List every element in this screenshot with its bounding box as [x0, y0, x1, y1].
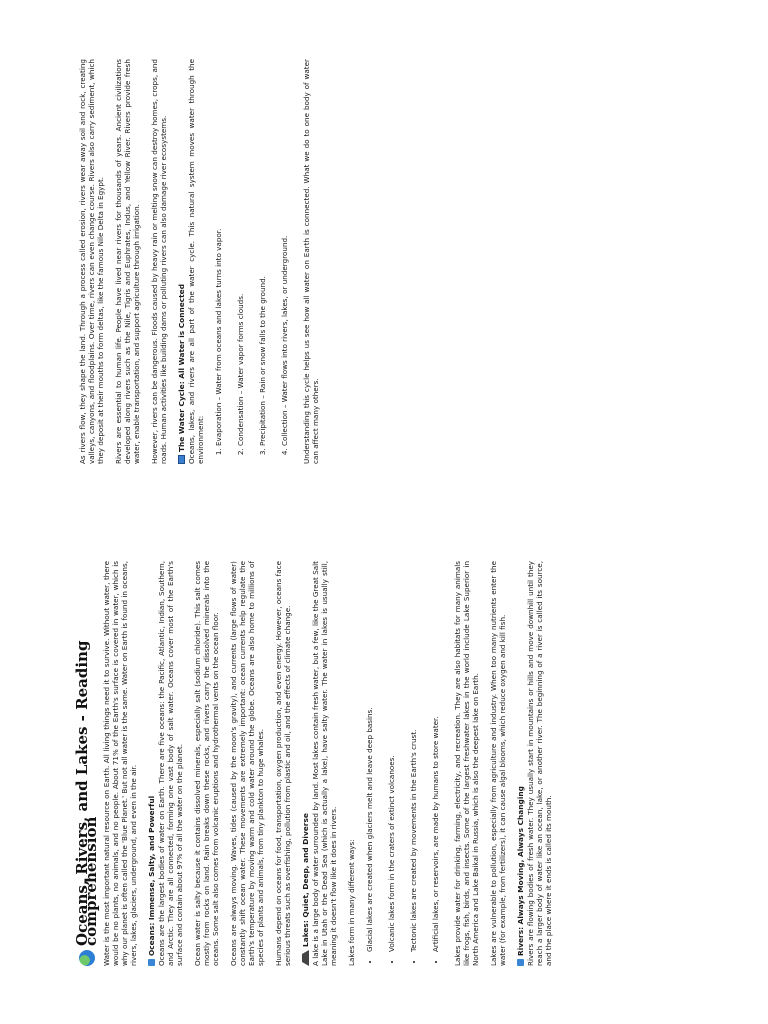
oceans-paragraph-4: Humans depend on oceans for food, transportation, oxygen production, and even energy. However, oceans face serious threats such as overfishing, pollution from plastic and oil, and the effects of climate change. [274, 561, 292, 966]
cycle-paragraph-2: Understanding this cycle helps us see how all water on Earth is connected. What we do to one body of water can affect many others. [302, 59, 320, 464]
lakes-paragraph-2: Lakes form in many different ways: [347, 839, 356, 966]
list-item: 2. Condensation – Water vapor forms clouds. [236, 59, 245, 446]
title-text: Oceans, Rivers, and Lakes - Reading comprehension [73, 640, 100, 946]
left-column [73, 561, 562, 966]
oceans-heading: Oceans: Immense, Salty, and Powerful [147, 561, 156, 966]
list-item: • Tectonic lakes are created by movements in the Earth's crust. [409, 561, 418, 952]
page-title [73, 561, 100, 966]
list-item: 3. Precipitation – Rain or snow falls to the ground. [258, 59, 267, 446]
rivers-heading: Rivers: Always Moving, Always Changing [516, 561, 525, 966]
oceans-paragraph-3: Oceans are always moving. Waves, tides (caused by the moon's gravity), and currents (large flows of water) constantly shift ocean water. These movements are extremely important: ocean currents help regulate the Earth's temperature by moving warm and cold water around the globe. Oceans are also home to millions of species of plants and animals, from tiny plankton to huge whales. [229, 561, 265, 966]
list-item: 4. Collection – Water flows into rivers, lakes, or underground. [280, 59, 289, 446]
lakes-paragraph-4: Lakes are vulnerable to pollution, especially from agriculture and industry. When too many nutrients enter the water (for example, from fertilizers), it can cause algal blooms, which reduce oxygen and kill fish. [489, 561, 507, 966]
lakes-heading: Lakes: Quiet, Deep, and Diverse [301, 561, 310, 966]
rivers-paragraph-4: However, rivers can be dangerous. Floods caused by heavy rain or melting snow can destroy homes, crops, and roads. Human activities like building dams or polluting rivers can also damage river ecosystems. [150, 59, 168, 464]
rivers-paragraph-1: Rivers are flowing bodies of fresh water. They usually start in mountains or hills and move downhill until they reach a larger body of water like an ocean, lake, or another river. The beginning of a river is called its source, and the place where it ends is called its mouth. [526, 561, 553, 966]
rivers-paragraph-2: As rivers flow, they shape the land. Through a process called erosion, rivers wear away soil and rock, creating valleys, canyons, and floodplains. Over time, rivers can even change course. Rivers also carry sediment, which they deposit at their mouths to form deltas, like the famous Nile Delta in Egypt. [78, 59, 105, 464]
water-cycle-steps [214, 59, 289, 464]
oceans-paragraph-2: Ocean water is salty because it contains dissolved minerals, especially salt (sodium chloride). This salt comes mostly from rocks on land. Rain breaks down these rocks, and rivers carry the dissolved minerals into the oceans. Some salt also comes from volcanic eruptions and hydrothermal vents on the ocean floor. [193, 561, 220, 966]
wave-icon [148, 959, 155, 966]
lake-types-list [365, 561, 440, 966]
list-item: 1. Evaporation – Water from oceans and lakes turns into vapor. [214, 59, 223, 446]
rivers-paragraph-3: Rivers are essential to human life. People have lived near rivers for thousands of years. Ancient civilizations developed along rivers such as the Nile, Tigris and Euphrates, Indus, and Yellow River. Rivers provide fresh water, enable transportation, and support agriculture through irrigation. [114, 59, 141, 464]
cycle-heading: The Water Cycle: All Water is Connected [177, 59, 186, 464]
mountain-icon [302, 950, 309, 966]
globe-icon [79, 950, 95, 966]
cycle-paragraph-1: Oceans, lakes, and rivers are all part of the water cycle. This natural system moves water through the environment: [187, 59, 205, 464]
lakes-paragraph-1: A lake is a large body of water surrounded by land. Most lakes contain fresh water, but a few, like the Great Salt Lake in Utah or the Dead Sea (which is actually a lake), have salty water. The water in lakes is usually still, meaning it doesn't flow like it does in rivers. [311, 561, 338, 966]
list-item: • Artificial lakes, or reservoirs, are made by humans to store water. [431, 561, 440, 952]
right-column [78, 59, 329, 464]
list-item: • Volcanic lakes form in the craters of extinct volcanoes. [387, 561, 396, 952]
oceans-paragraph-1: Oceans are the largest bodies of water on Earth. There are five oceans: the Pacific, Atlantic, Indian, Southern, and Arctic. They are all connected, forming one vast body of salt water. Oceans cover most of the Earth's surface and contain about 97% of all the water on the planet. [157, 561, 184, 966]
list-item: • Glacial lakes are created when glaciers melt and leave deep basins. [365, 561, 374, 952]
cycle-icon [178, 455, 185, 464]
wave-icon [517, 959, 524, 966]
intro-paragraph: Water is the most important natural resource on Earth. All living things need it to survive. Without water, there would be no plants, no animals, and no people. About 71% of the Earth's surface is covered in water, which is why our planet is often called the 'Blue Planet.' But not all water is the same. Water on Earth is found in oceans, rivers, lakes, glaciers, underground, and even in the air. [102, 561, 138, 966]
lakes-paragraph-3: Lakes provide water for drinking, farming, electricity, and recreation. They are also habitats for many animals like frogs, fish, birds, and insects. Some of the largest freshwater lakes in the world include Lake Superior in North America and Lake Baikal in Russia, which is also the deepest lake on Earth. [453, 561, 480, 966]
